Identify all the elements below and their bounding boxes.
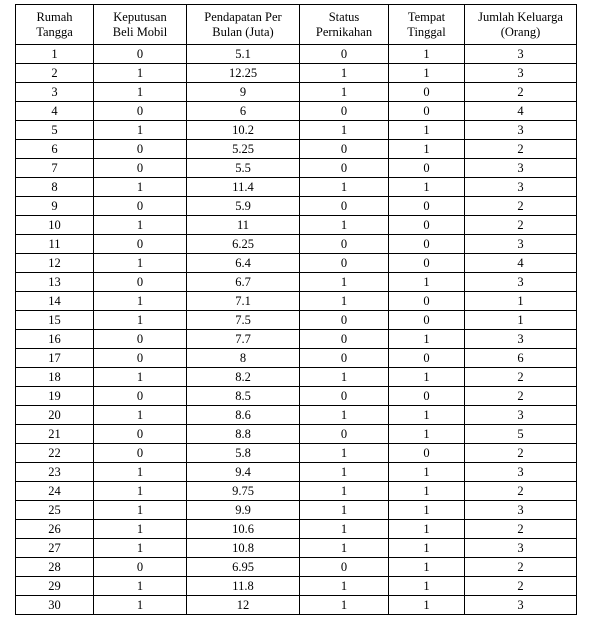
cell-rumah-tangga: 22 [16,444,94,463]
cell-pendapatan: 7.1 [187,292,300,311]
cell-jumlah: 1 [465,311,577,330]
header-line: Jumlah Keluarga [478,9,563,24]
table-row [16,121,577,140]
cell-status: 1 [300,216,389,235]
cell-jumlah: 3 [465,330,577,349]
cell-keputusan: 0 [94,349,187,368]
cell-keputusan: 1 [94,406,187,425]
header-row [16,5,577,45]
cell-status: 1 [300,463,389,482]
cell-pendapatan: 11 [187,216,300,235]
cell-status: 1 [300,596,389,615]
cell-rumah-tangga: 12 [16,254,94,273]
cell-rumah-tangga: 2 [16,64,94,83]
header-line: Rumah [36,9,73,24]
cell-tempat: 0 [389,216,465,235]
cell-rumah-tangga: 25 [16,501,94,520]
cell-rumah-tangga: 10 [16,216,94,235]
table-row [16,349,577,368]
cell-pendapatan: 6.95 [187,558,300,577]
household-data-table [15,4,577,615]
cell-tempat: 0 [389,102,465,121]
cell-keputusan: 1 [94,539,187,558]
cell-tempat: 1 [389,140,465,159]
cell-keputusan: 1 [94,596,187,615]
cell-keputusan: 0 [94,387,187,406]
cell-pendapatan: 9.9 [187,501,300,520]
table-body [16,45,577,615]
cell-tempat: 1 [389,64,465,83]
cell-status: 0 [300,140,389,159]
table-row [16,482,577,501]
header-line: Beli Mobil [112,24,168,39]
cell-pendapatan: 6.4 [187,254,300,273]
cell-tempat: 0 [389,254,465,273]
table-row [16,235,577,254]
cell-rumah-tangga: 21 [16,425,94,444]
cell-jumlah: 4 [465,102,577,121]
cell-jumlah: 1 [465,292,577,311]
cell-rumah-tangga: 17 [16,349,94,368]
cell-rumah-tangga: 1 [16,45,94,64]
table-row [16,311,577,330]
header-line: Keputusan [113,9,167,24]
cell-pendapatan: 10.2 [187,121,300,140]
cell-status: 1 [300,577,389,596]
table-row [16,83,577,102]
table-row [16,330,577,349]
cell-keputusan: 1 [94,311,187,330]
cell-tempat: 1 [389,368,465,387]
cell-pendapatan: 12 [187,596,300,615]
cell-status: 1 [300,273,389,292]
cell-pendapatan: 7.5 [187,311,300,330]
cell-pendapatan: 8 [187,349,300,368]
cell-keputusan: 1 [94,501,187,520]
cell-pendapatan: 5.5 [187,159,300,178]
cell-status: 0 [300,349,389,368]
table-row [16,539,577,558]
cell-tempat: 1 [389,577,465,596]
cell-status: 0 [300,197,389,216]
cell-keputusan: 0 [94,197,187,216]
header-jumlah-keluarga [465,5,577,45]
cell-status: 0 [300,102,389,121]
table-row [16,463,577,482]
table-row [16,501,577,520]
cell-pendapatan: 8.6 [187,406,300,425]
cell-pendapatan: 7.7 [187,330,300,349]
cell-status: 0 [300,558,389,577]
cell-status: 1 [300,406,389,425]
cell-pendapatan: 12.25 [187,64,300,83]
cell-pendapatan: 8.2 [187,368,300,387]
cell-status: 1 [300,520,389,539]
cell-keputusan: 0 [94,140,187,159]
cell-rumah-tangga: 5 [16,121,94,140]
table-row [16,387,577,406]
table-row [16,520,577,539]
cell-status: 0 [300,425,389,444]
cell-tempat: 0 [389,159,465,178]
cell-pendapatan: 6.25 [187,235,300,254]
cell-jumlah: 3 [465,406,577,425]
cell-status: 1 [300,444,389,463]
cell-keputusan: 0 [94,330,187,349]
header-rumah-tangga [16,5,94,45]
header-keputusan-beli-mobil [94,5,187,45]
cell-tempat: 1 [389,121,465,140]
cell-jumlah: 2 [465,577,577,596]
cell-tempat: 1 [389,45,465,64]
table-row [16,197,577,216]
cell-jumlah: 3 [465,539,577,558]
cell-status: 1 [300,292,389,311]
cell-jumlah: 5 [465,425,577,444]
cell-keputusan: 1 [94,482,187,501]
cell-tempat: 0 [389,292,465,311]
cell-tempat: 0 [389,349,465,368]
cell-status: 0 [300,235,389,254]
cell-keputusan: 1 [94,216,187,235]
cell-pendapatan: 10.8 [187,539,300,558]
cell-pendapatan: 9 [187,83,300,102]
table-row [16,425,577,444]
cell-tempat: 0 [389,444,465,463]
cell-jumlah: 3 [465,273,577,292]
header-tempat-tinggal [389,5,465,45]
cell-rumah-tangga: 4 [16,102,94,121]
cell-keputusan: 0 [94,273,187,292]
cell-keputusan: 1 [94,83,187,102]
table-row [16,596,577,615]
cell-status: 0 [300,254,389,273]
cell-keputusan: 1 [94,178,187,197]
cell-jumlah: 6 [465,349,577,368]
table-row [16,140,577,159]
table-header [16,5,577,45]
cell-rumah-tangga: 24 [16,482,94,501]
cell-status: 1 [300,121,389,140]
cell-status: 1 [300,178,389,197]
cell-jumlah: 3 [465,45,577,64]
cell-rumah-tangga: 18 [16,368,94,387]
cell-jumlah: 3 [465,178,577,197]
cell-tempat: 0 [389,387,465,406]
cell-status: 0 [300,387,389,406]
cell-keputusan: 0 [94,159,187,178]
table-row [16,444,577,463]
cell-jumlah: 3 [465,463,577,482]
table-row [16,178,577,197]
table-row [16,102,577,121]
cell-keputusan: 1 [94,64,187,83]
cell-keputusan: 0 [94,45,187,64]
cell-jumlah: 3 [465,159,577,178]
cell-rumah-tangga: 15 [16,311,94,330]
cell-rumah-tangga: 28 [16,558,94,577]
cell-rumah-tangga: 9 [16,197,94,216]
header-status-pernikahan [300,5,389,45]
cell-tempat: 1 [389,178,465,197]
cell-jumlah: 2 [465,197,577,216]
cell-pendapatan: 6.7 [187,273,300,292]
cell-keputusan: 0 [94,558,187,577]
table-row [16,254,577,273]
cell-keputusan: 1 [94,520,187,539]
cell-tempat: 0 [389,197,465,216]
cell-jumlah: 3 [465,121,577,140]
cell-jumlah: 4 [465,254,577,273]
header-line: Tinggal [407,24,446,39]
table-row [16,292,577,311]
header-line: Tangga [36,24,73,39]
cell-rumah-tangga: 19 [16,387,94,406]
cell-status: 1 [300,501,389,520]
cell-rumah-tangga: 26 [16,520,94,539]
cell-keputusan: 0 [94,102,187,121]
table-row [16,216,577,235]
cell-tempat: 1 [389,520,465,539]
cell-tempat: 1 [389,406,465,425]
data-table-container [15,4,577,615]
cell-keputusan: 1 [94,254,187,273]
cell-rumah-tangga: 20 [16,406,94,425]
cell-status: 0 [300,311,389,330]
header-line: Status [328,9,360,24]
cell-pendapatan: 5.9 [187,197,300,216]
table-row [16,64,577,83]
cell-keputusan: 1 [94,368,187,387]
cell-keputusan: 1 [94,577,187,596]
cell-tempat: 1 [389,539,465,558]
cell-pendapatan: 10.6 [187,520,300,539]
table-row [16,159,577,178]
cell-rumah-tangga: 16 [16,330,94,349]
cell-jumlah: 2 [465,482,577,501]
cell-pendapatan: 5.8 [187,444,300,463]
cell-pendapatan: 5.25 [187,140,300,159]
header-line: Tempat [407,9,446,24]
cell-pendapatan: 6 [187,102,300,121]
cell-jumlah: 3 [465,501,577,520]
cell-rumah-tangga: 29 [16,577,94,596]
cell-tempat: 1 [389,330,465,349]
header-line: Pernikahan [315,24,373,39]
cell-tempat: 0 [389,83,465,102]
cell-rumah-tangga: 7 [16,159,94,178]
cell-tempat: 1 [389,596,465,615]
cell-tempat: 1 [389,273,465,292]
cell-keputusan: 1 [94,463,187,482]
cell-keputusan: 1 [94,121,187,140]
cell-status: 1 [300,83,389,102]
table-row [16,273,577,292]
cell-keputusan: 1 [94,292,187,311]
cell-jumlah: 2 [465,558,577,577]
cell-jumlah: 2 [465,387,577,406]
cell-keputusan: 0 [94,444,187,463]
cell-status: 0 [300,330,389,349]
cell-jumlah: 2 [465,520,577,539]
cell-status: 0 [300,159,389,178]
cell-rumah-tangga: 23 [16,463,94,482]
cell-rumah-tangga: 3 [16,83,94,102]
header-line: Bulan (Juta) [212,24,274,39]
cell-jumlah: 2 [465,83,577,102]
cell-rumah-tangga: 8 [16,178,94,197]
cell-tempat: 1 [389,501,465,520]
cell-tempat: 0 [389,311,465,330]
cell-rumah-tangga: 6 [16,140,94,159]
cell-status: 1 [300,368,389,387]
cell-pendapatan: 9.75 [187,482,300,501]
cell-rumah-tangga: 11 [16,235,94,254]
cell-tempat: 1 [389,425,465,444]
header-pendapatan [187,5,300,45]
cell-status: 1 [300,539,389,558]
cell-status: 1 [300,482,389,501]
cell-rumah-tangga: 27 [16,539,94,558]
cell-pendapatan: 11.4 [187,178,300,197]
table-row [16,45,577,64]
cell-pendapatan: 5.1 [187,45,300,64]
header-line: Pendapatan Per [204,9,282,24]
cell-pendapatan: 8.5 [187,387,300,406]
cell-tempat: 1 [389,463,465,482]
table-row [16,558,577,577]
cell-jumlah: 2 [465,216,577,235]
cell-pendapatan: 9.4 [187,463,300,482]
cell-tempat: 1 [389,558,465,577]
cell-status: 0 [300,45,389,64]
cell-rumah-tangga: 13 [16,273,94,292]
cell-tempat: 1 [389,482,465,501]
cell-rumah-tangga: 14 [16,292,94,311]
cell-pendapatan: 11.8 [187,577,300,596]
cell-tempat: 0 [389,235,465,254]
table-row [16,368,577,387]
cell-jumlah: 3 [465,235,577,254]
cell-keputusan: 0 [94,425,187,444]
table-row [16,406,577,425]
cell-rumah-tangga: 30 [16,596,94,615]
cell-jumlah: 3 [465,596,577,615]
table-row [16,577,577,596]
cell-jumlah: 2 [465,140,577,159]
cell-jumlah: 2 [465,444,577,463]
cell-jumlah: 2 [465,368,577,387]
cell-keputusan: 0 [94,235,187,254]
cell-jumlah: 3 [465,64,577,83]
cell-pendapatan: 8.8 [187,425,300,444]
header-line: (Orang) [500,24,541,39]
cell-status: 1 [300,64,389,83]
